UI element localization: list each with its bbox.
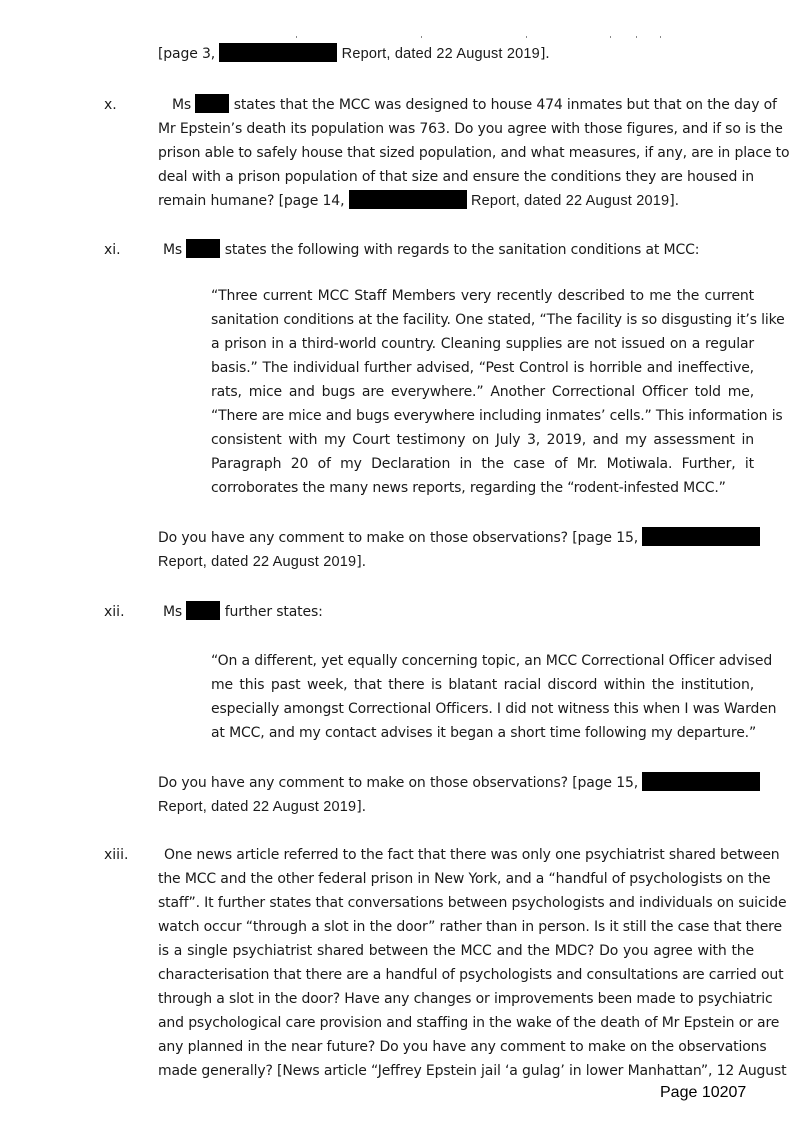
- text-span: Do you have any comment to make on those observations? [page 15,: [158, 775, 639, 791]
- item-x-line-5: [158, 189, 754, 213]
- quote-line: rats, mice and bugs are everywhere.” Another Correctional Officer told me,: [211, 384, 754, 400]
- report-reference: Report, dated 22 August 2019: [158, 554, 357, 570]
- item-xiii-line: any planned in the near future? Do you have any comment to make on the observations: [158, 1039, 767, 1055]
- reference-tail: ].: [356, 799, 366, 815]
- item-x-line-1: [172, 93, 777, 117]
- redaction-box: [186, 601, 220, 620]
- report-reference: Report, dated 22 August 2019: [341, 46, 540, 62]
- name-prefix: Ms: [163, 242, 183, 258]
- text-span: states that the MCC was designed to house 474 inmates but that on the day of: [233, 97, 777, 113]
- item-xii-reference: [158, 795, 754, 819]
- item-xi-question: [158, 526, 754, 550]
- reference-tail: ].: [669, 193, 679, 209]
- item-xiii-line-1: One news article referred to the fact that there was only one psychiatrist shared between: [164, 847, 780, 863]
- item-number-xiii: xiii.: [104, 847, 129, 863]
- redaction-box: [195, 94, 229, 113]
- name-prefix: Ms: [172, 97, 192, 113]
- item-number-xii: xii.: [104, 604, 125, 620]
- item-x-line-3: prison able to safely house that sized population, and what measures, if any, are in place to: [158, 145, 790, 161]
- reference-prefix: [page 3,: [158, 46, 216, 62]
- text-span: remain humane? [page 14,: [158, 193, 345, 209]
- text-span: states the following with regards to the sanitation conditions at MCC:: [224, 242, 700, 258]
- redaction-box: [349, 190, 467, 209]
- item-number-x: x.: [104, 97, 117, 113]
- quote-line: at MCC, and my contact advises it began a short time following my departure.”: [211, 725, 757, 741]
- scan-artifact-marks: [0, 36, 794, 39]
- item-xiii-line: the MCC and the other federal prison in New York, and a “handful of psychologists on the: [158, 871, 771, 887]
- item-xiii-line: made generally? [News article “Jeffrey Epstein jail ‘a gulag’ in lower Manhattan”, 12 August: [158, 1063, 787, 1079]
- redaction-box: [219, 43, 337, 62]
- item-xiii-line: and psychological care provision and staffing in the wake of the death of Mr Epstein or are: [158, 1015, 780, 1031]
- quote-line: Paragraph 20 of my Declaration in the case of Mr. Motiwala. Further, it: [211, 456, 754, 472]
- item-xiii-line: characterisation that there are a handful of psychologists and consultations are carried out: [158, 967, 784, 983]
- quote-line: especially amongst Correctional Officers. I did not witness this when I was Warden: [211, 701, 777, 717]
- name-prefix: Ms: [163, 604, 183, 620]
- page-number: Page 10207: [660, 1084, 747, 1101]
- redaction-box: [642, 527, 760, 546]
- quote-line: a prison in a third-world country. Cleaning supplies are not issued on a regular: [211, 336, 754, 352]
- quote-line: “Three current MCC Staff Members very recently described to me the current: [211, 288, 754, 304]
- item-xiii-line: is a single psychiatrist shared between the MCC and the MDC? Do you agree with the: [158, 943, 754, 959]
- item-xii-intro: [163, 600, 759, 624]
- item-xiii-line: staff”. It further states that conversations between psychologists and individuals on suicide: [158, 895, 787, 911]
- item-x-line-2: Mr Epstein’s death its population was 763. Do you agree with those figures, and if so is the: [158, 121, 783, 137]
- quote-line: me this past week, that there is blatant racial discord within the institution,: [211, 677, 754, 693]
- quote-line: sanitation conditions at the facility. One stated, “The facility is so disgusting it’s like: [211, 312, 785, 328]
- reference-tail: ].: [539, 46, 550, 62]
- text-span: Do you have any comment to make on those observations? [page 15,: [158, 530, 639, 546]
- quote-line: “There are mice and bugs everywhere including inmates’ cells.” This information is: [211, 408, 783, 424]
- item-xiii-line: watch occur “through a slot in the door” rather than in person. Is it still the case that there: [158, 919, 782, 935]
- reference-line: [158, 42, 754, 66]
- redaction-box: [186, 239, 220, 258]
- quote-line: “On a different, yet equally concerning topic, an MCC Correctional Officer advised: [211, 653, 773, 669]
- item-xi-intro: [163, 238, 759, 262]
- item-xiii-line: through a slot in the door? Have any changes or improvements been made to psychiatric: [158, 991, 773, 1007]
- text-span: further states:: [224, 604, 323, 620]
- reference-tail: ].: [356, 554, 366, 570]
- item-x-line-4: deal with a prison population of that size and ensure the conditions they are housed in: [158, 169, 754, 185]
- quote-line: consistent with my Court testimony on July 3, 2019, and my assessment in: [211, 432, 754, 448]
- quote-line: corroborates the many news reports, regarding the “rodent-infested MCC.”: [211, 480, 726, 496]
- redaction-box: [642, 772, 760, 791]
- report-reference: Report, dated 22 August 2019: [471, 193, 670, 209]
- quote-line: basis.” The individual further advised, “Pest Control is horrible and ineffective,: [211, 360, 754, 376]
- item-number-xi: xi.: [104, 242, 121, 258]
- report-reference: Report, dated 22 August 2019: [158, 799, 357, 815]
- item-xi-reference: [158, 550, 754, 574]
- item-xii-question: [158, 771, 754, 795]
